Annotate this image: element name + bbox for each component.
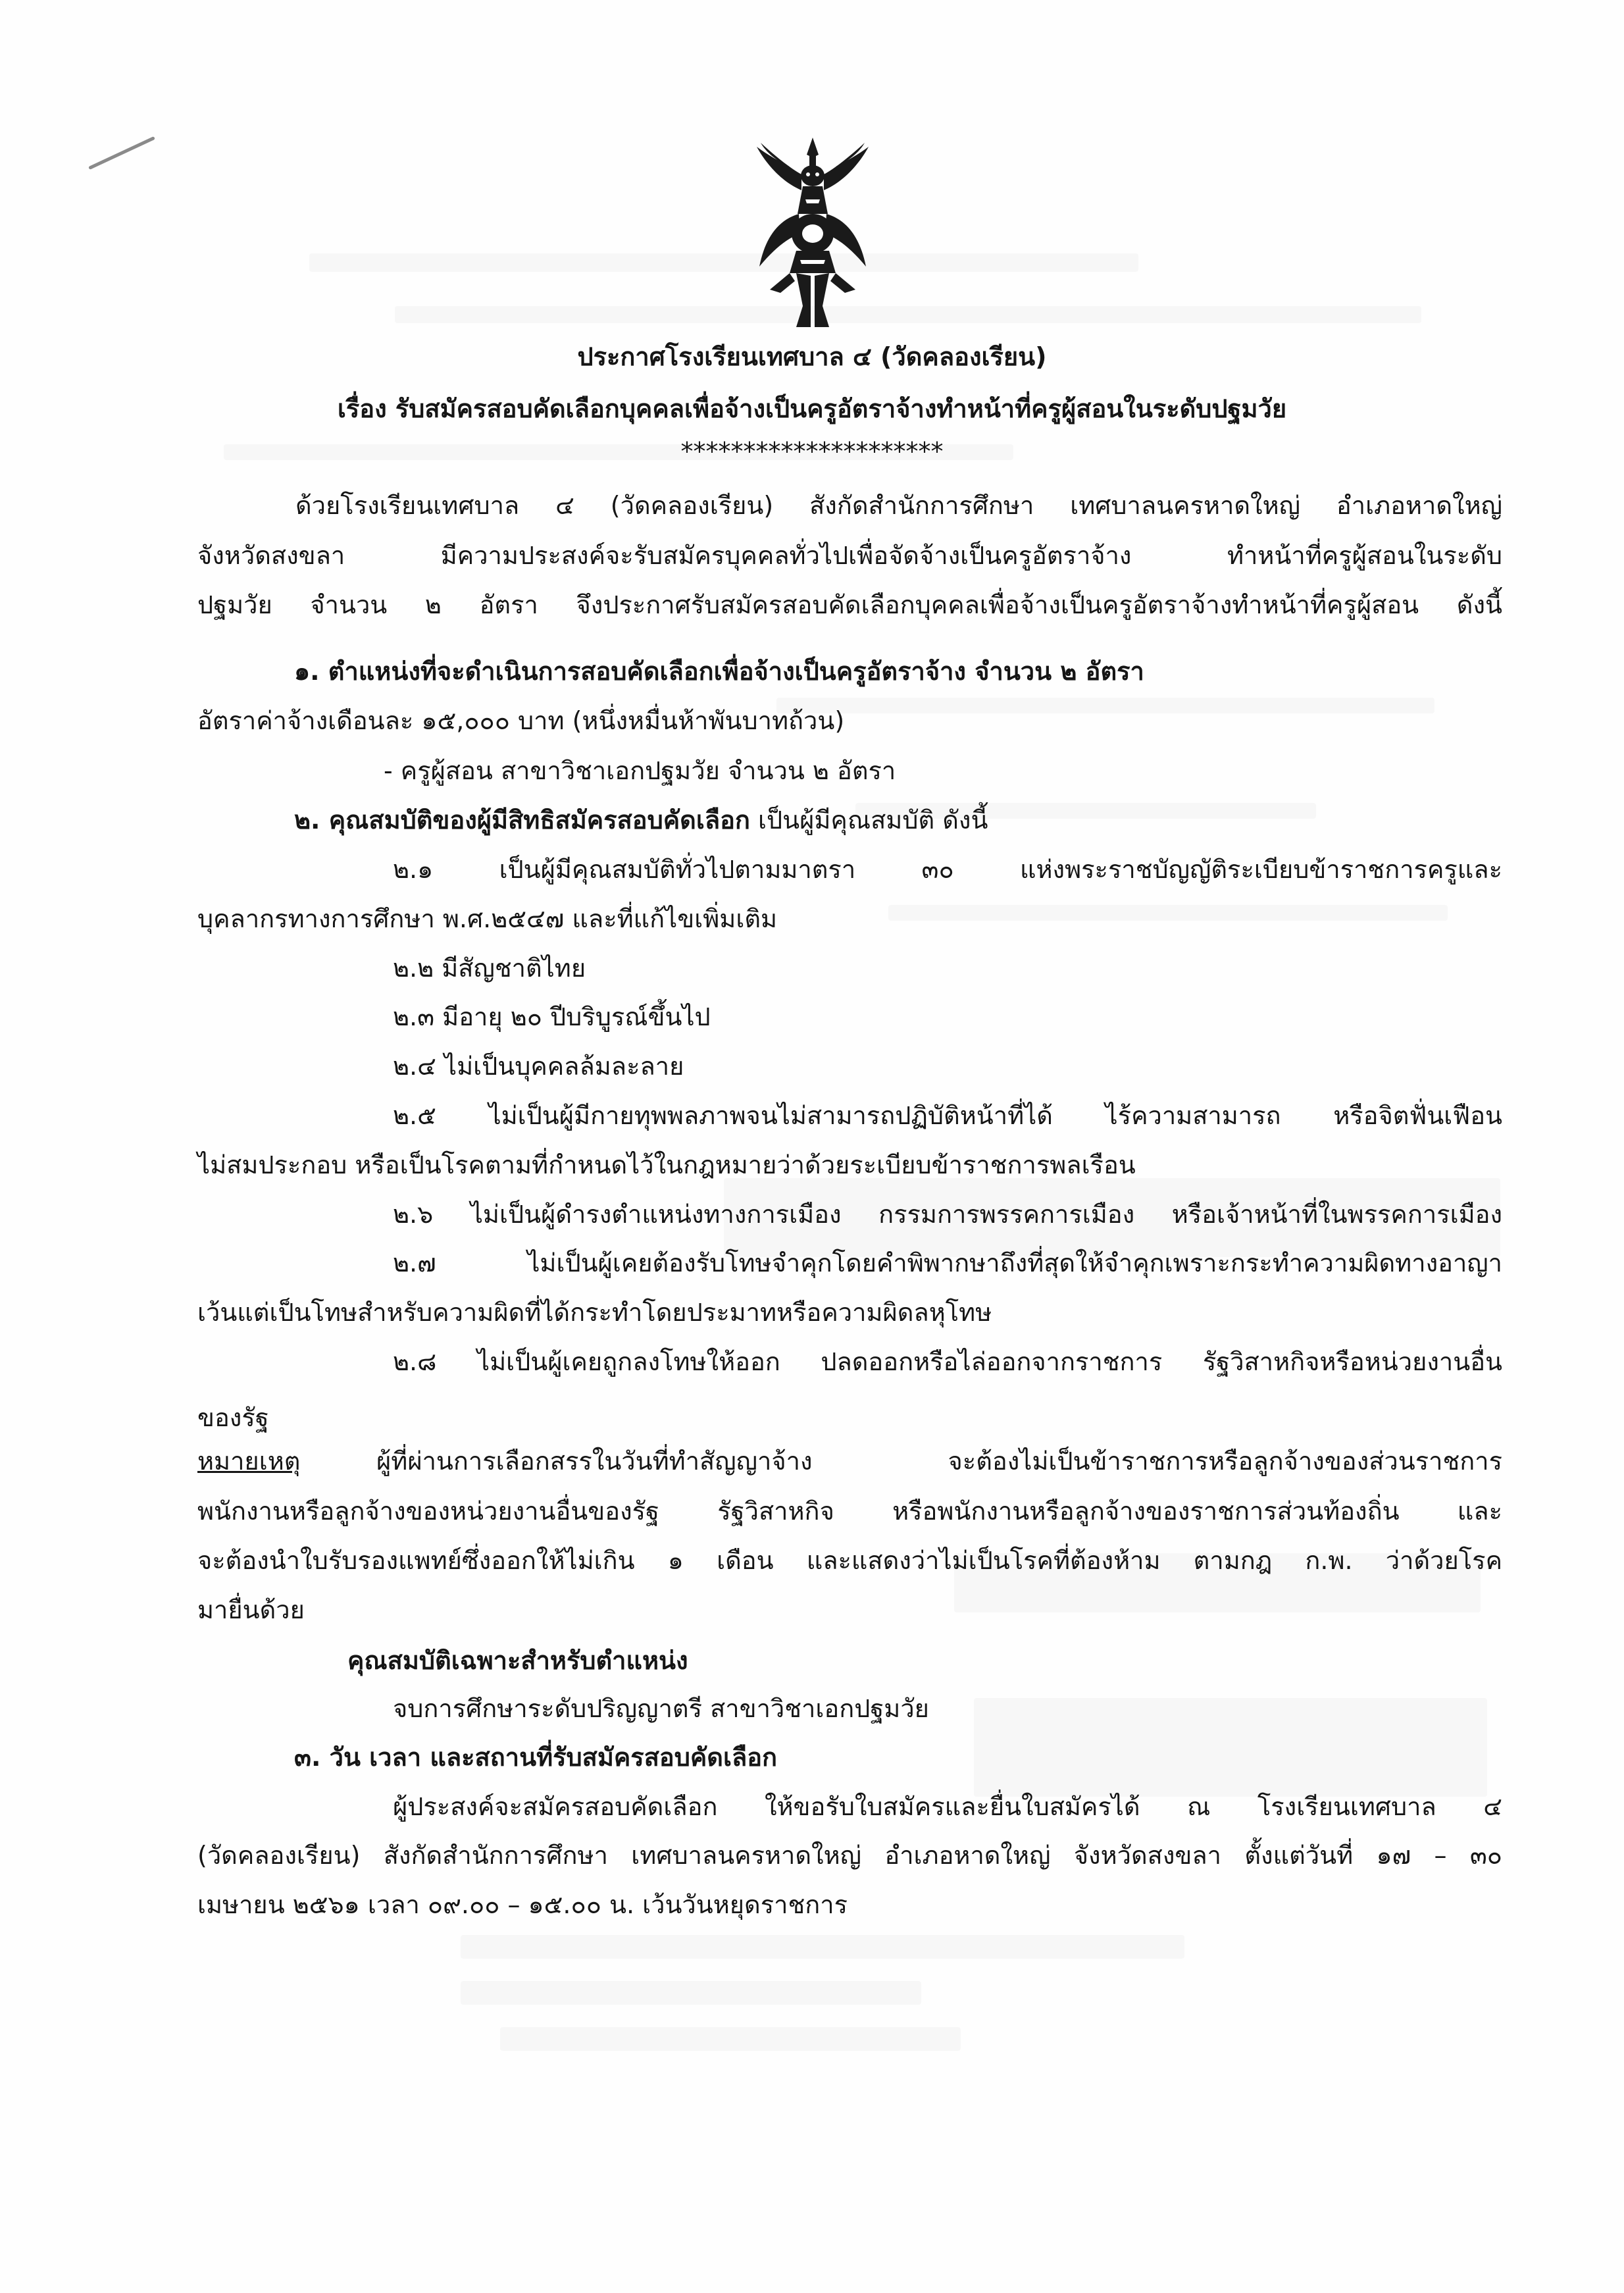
qualification-item: ๒.๒ มีสัญชาติไทย — [393, 954, 586, 983]
section-1-heading: ๑. ตำแหน่งที่จะดำเนินการสอบคัดเลือกเพื่อจ้างเป็นครูอัตราจ้าง จำนวน ๒ อัตรา — [294, 657, 1144, 686]
position-text: - ครูผู้สอน สาขาวิชาเอกปฐมวัย จำนวน ๒ อัตรา — [384, 756, 896, 785]
announcement-subject: เรื่อง รับสมัครสอบคัดเลือกบุคคลเพื่อจ้างเป็นครูอัตราจ้างทำหน้าที่ครูผู้สอนในระดับปฐมวัย — [337, 394, 1287, 423]
qualification-item-continued: เว้นแต่เป็นโทษสำหรับความผิดที่ได้กระทำโดยประมาทหรือความผิดลหุโทษ — [197, 1298, 992, 1327]
qualification-item: ๒.๗ ไม่เป็นผู้เคยต้องรับโทษจำคุกโดยคำพิพากษาถึงที่สุดให้จำคุกเพราะกระทำความผิดทางอาญา — [393, 1249, 1502, 1277]
qualification-item-continued: ของรัฐ — [197, 1403, 269, 1432]
bleed-through — [461, 1935, 1184, 1959]
salary-text: อัตราค่าจ้างเดือนละ ๑๕,๐๐๐ บาท (หนึ่งหมื่นห้าพันบาทถ้วน) — [197, 706, 845, 735]
qualification-item-continued: บุคลากรทางการศึกษา พ.ศ.๒๕๔๗ และที่แก้ไขเพิ่มเติม — [197, 904, 778, 933]
intro-line: ด้วยโรงเรียนเทศบาล ๔ (วัดคลองเรียน) สังกัดสำนักการศึกษา เทศบาลนครหาดใหญ่ อำเภอหาดใหญ่ — [295, 491, 1502, 520]
announcement-title: ประกาศโรงเรียนเทศบาล ๔ (วัดคลองเรียน) — [577, 342, 1047, 371]
bleed-through — [500, 2027, 961, 2051]
specific-qualification-text: จบการศึกษาระดับปริญญาตรี สาขาวิชาเอกปฐมวัย — [393, 1694, 929, 1723]
qualification-item: ๒.๕ ไม่เป็นผู้มีกายทุพพลภาพจนไม่สามารถปฏิบัติหน้าที่ได้ ไร้ความสามารถ หรือจิตฟั่นเฟือน — [393, 1101, 1502, 1130]
qualification-item-continued: ไม่สมประกอบ หรือเป็นโรคตามที่กำหนดไว้ในกฎหมายว่าด้วยระเบียบข้าราชการพลเรือน — [197, 1150, 1136, 1179]
note-line: มายื่นด้วย — [197, 1595, 305, 1624]
qualification-item: ๒.๘ ไม่เป็นผู้เคยถูกลงโทษให้ออก ปลดออกหรือไล่ออกจากราชการ รัฐวิสาหกิจหรือหน่วยงานอื่น — [393, 1347, 1502, 1376]
bleed-through — [309, 253, 1138, 272]
application-line: (วัดคลองเรียน) สังกัดสำนักการศึกษา เทศบาลนครหาดใหญ่ อำเภอหาดใหญ่ จังหวัดสงขลา ตั้งแต่วันที่ ๑๗ – ๓๐ — [197, 1841, 1502, 1870]
intro-line: ปฐมวัย จำนวน ๒ อัตรา จึงประกาศรับสมัครสอบคัดเลือกบุคคลเพื่อจ้างเป็นครูอัตราจ้างทำหน้าที่ครูผู้สอน ดังนี้ — [197, 590, 1502, 619]
bleed-through — [974, 1698, 1487, 1797]
garuda-emblem-icon — [750, 135, 875, 332]
application-line: ผู้ประสงค์จะสมัครสอบคัดเลือก ให้ขอรับใบสมัครและยื่นใบสมัครได้ ณ โรงเรียนเทศบาล ๔ — [393, 1792, 1502, 1821]
bleed-through — [776, 698, 1434, 713]
qualification-item: ๒.๖ ไม่เป็นผู้ดำรงตำแหน่งทางการเมือง กรรมการพรรคการเมือง หรือเจ้าหน้าที่ในพรรคการเมือง — [393, 1200, 1502, 1229]
section-2-heading-bold: ๒. คุณสมบัติของผู้มีสิทธิสมัครสอบคัดเลือก — [294, 806, 750, 835]
pen-mark — [88, 136, 155, 170]
note-line: จะต้องนำใบรับรองแพทย์ซึ่งออกให้ไม่เกิน ๑ เดือน และแสดงว่าไม่เป็นโรคที่ต้องห้าม ตามกฎ ก.พ. ว่าด้วยโรค — [197, 1546, 1502, 1575]
section-2-heading — [294, 803, 988, 837]
specific-qualification-heading: คุณสมบัติเฉพาะสำหรับตำแหน่ง — [347, 1646, 688, 1675]
note-label: หมายเหตุ — [197, 1447, 301, 1476]
note-line: พนักงานหรือลูกจ้างของหน่วยงานอื่นของรัฐ รัฐวิสาหกิจ หรือพนักงานหรือลูกจ้างของราชการส่วนท้องถิ่น และ — [197, 1497, 1502, 1526]
separator-line: ********************* — [680, 437, 944, 466]
bleed-through — [461, 1981, 921, 2005]
bleed-through — [395, 306, 1421, 323]
note-line: ผู้ที่ผ่านการเลือกสรรในวันที่ทำสัญญาจ้าง จะต้องไม่เป็นข้าราชการหรือลูกจ้างของส่วนราชการ — [376, 1447, 1502, 1476]
application-line: เมษายน ๒๕๖๑ เวลา ๐๙.๐๐ – ๑๕.๐๐ น. เว้นวันหยุดราชการ — [197, 1890, 848, 1919]
qualification-item: ๒.๔ ไม่เป็นบุคคลล้มละลาย — [393, 1052, 684, 1081]
intro-line: จังหวัดสงขลา มีความประสงค์จะรับสมัครบุคคลทั่วไปเพื่อจัดจ้างเป็นครูอัตราจ้าง ทำหน้าที่ครูผู้สอนในระดับ — [197, 541, 1502, 570]
qualification-item: ๒.๓ มีอายุ ๒๐ ปีบริบูรณ์ขึ้นไป — [393, 1002, 711, 1031]
bleed-through — [888, 905, 1448, 921]
qualification-item: ๒.๑ เป็นผู้มีคุณสมบัติทั่วไปตามมาตรา ๓๐ แห่งพระราชบัญญัติระเบียบข้าราชการครูและ — [393, 855, 1502, 884]
section-3-heading: ๓. วัน เวลา และสถานที่รับสมัครสอบคัดเลือก — [294, 1743, 778, 1772]
section-2-heading-rest: เป็นผู้มีคุณสมบัติ ดังนี้ — [749, 806, 988, 835]
